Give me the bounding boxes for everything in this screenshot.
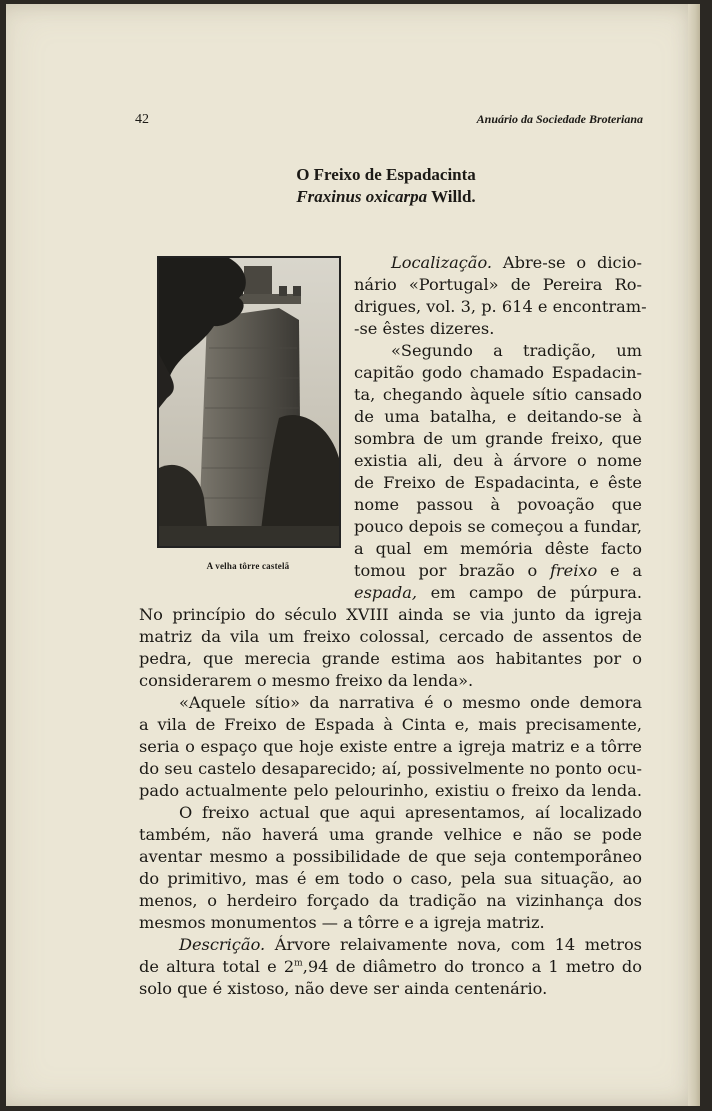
text-line: aventar mesmo a possibilidade de que seja contemporâneo	[139, 847, 642, 866]
scientific-author: Willd.	[431, 187, 476, 206]
text-line: drigues, vol. 3, p. 614 e encontram-	[354, 297, 647, 316]
text-line: seria o espaço que hoje existe entre a igreja matriz e a tôrre	[139, 737, 642, 756]
book-page	[6, 4, 700, 1106]
text-line: espada, em campo de púrpura.	[354, 583, 642, 602]
text-line: de Freixo de Espadacinta, e êste	[354, 473, 642, 492]
text-line: Descrição. Árvore relaivamente nova, com 14 metros	[179, 935, 642, 954]
running-title: Anuário da Sociedade Broteriana	[476, 112, 643, 126]
text-line: de altura total e 2$^m$,94 de diâmetro do tronco a 1 metro do	[139, 957, 642, 976]
text-line: sombra de um grande freixo, que	[354, 429, 642, 448]
text-line: a qual em memória dêste facto	[354, 539, 642, 558]
text-line: nome passou à povoação que	[354, 495, 642, 514]
section-heading-localizacao: Localização.	[391, 253, 493, 272]
tower-photo-illustration	[159, 258, 339, 546]
text-line: capitão godo chamado Espadacin-	[354, 363, 642, 382]
text-line: do seu castelo desaparecido; aí, possivelmente no ponto ocu-	[139, 759, 642, 778]
text-line: ta, chegando àquele sítio cansado	[354, 385, 642, 404]
text-line: nário «Portugal» de Pereira Ro-	[354, 275, 642, 294]
text-line: solo que é xistoso, não deve ser ainda centenário.	[139, 979, 548, 998]
text-line: Localização. Abre-se o dicio-	[391, 253, 642, 272]
scientific-name: Fraxinus oxicarpa	[296, 187, 428, 206]
page-header	[135, 112, 643, 134]
text-line: de uma batalha, e deitando-se à	[354, 407, 642, 426]
text-line: considerarem o mesmo freixo da lenda».	[139, 671, 474, 690]
text-line: pedra, que merecia grande estima aos habitantes por o	[139, 649, 642, 668]
text-line: pado actualmente pelo pelourinho, existiu o freixo da lenda.	[139, 781, 642, 800]
text-line: pouco depois se começou a fundar,	[354, 517, 642, 536]
text-line: tomou por brazão o freixo e a	[354, 561, 642, 580]
text-line: «Aquele sítio» da narrativa é o mesmo onde demora	[179, 693, 642, 712]
text-line: existia ali, deu à árvore o nome	[354, 451, 642, 470]
title-main: O Freixo de Espadacinta	[296, 165, 476, 184]
title-scientific	[136, 186, 636, 208]
text-line: «Segundo a tradição, um	[391, 341, 642, 360]
text-line: a vila de Freixo de Espada à Cinta e, mais precisamente,	[139, 715, 642, 734]
text-line: mesmos monumentos — a tôrre e a igreja matriz.	[139, 913, 545, 932]
tower-photograph	[157, 256, 341, 548]
text-line: também, não haverá uma grande velhice e não se pode	[139, 825, 642, 844]
text-line: matriz da vila um freixo colossal, cercado de assentos de	[139, 627, 642, 646]
text-line: No princípio do século XVIII ainda se via junto da igreja	[139, 605, 642, 624]
figure-caption: A velha tôrre castelã	[206, 561, 290, 571]
article-title	[136, 164, 636, 208]
page-number: 42	[135, 112, 149, 127]
section-heading-descricao: Descrição.	[179, 935, 266, 954]
text-line: -se êstes dizeres.	[354, 319, 495, 338]
text-line: do primitivo, mas é em todo o caso, pela sua situação, ao	[139, 869, 642, 888]
text-line: O freixo actual que aqui apresentamos, aí localizado	[179, 803, 642, 822]
text-line: menos, o herdeiro forçado da tradição na vizinhança dos	[139, 891, 642, 910]
page-spine-shadow	[688, 4, 700, 1106]
